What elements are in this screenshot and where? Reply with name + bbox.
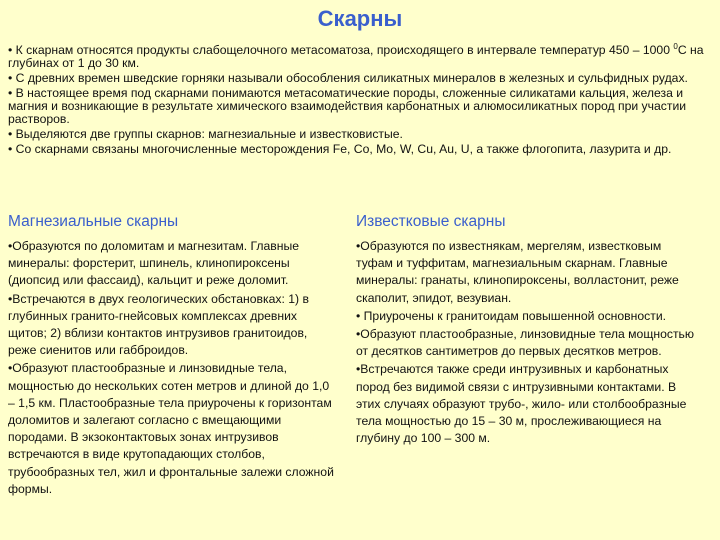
calcareous-skarns-column bbox=[356, 238, 696, 448]
page-title: Скарны bbox=[317, 6, 403, 31]
column-paragraph: •Образуются по известнякам, мергелям, известковым туфам и туффитам, магнезиальным скарнам. Главные минералы: гранаты, клинопироксены, волластонит, реже скаполит, эпидот, везувиан. bbox=[356, 239, 679, 305]
intro-block bbox=[8, 41, 712, 158]
column-paragraph: •Образуются по доломитам и магнезитам. Главные минералы: форстерит, шпинель, клинопироксены (диопсид или фассаид), кальцит и реже доломит. bbox=[8, 239, 300, 288]
left-column-heading: Магнезиальные скарны bbox=[8, 213, 179, 230]
intro-paragraph: • В настоящее время под скарнами понимаются метасоматические породы, сложенные силикатами кальция, железа и магния и возникающие в результате химического взаимодействия карбонатных и алюмосиликатных пород при участии растворов. bbox=[8, 86, 687, 126]
intro-text-tail: С на глубинах от 1 до 30 км. bbox=[8, 43, 704, 70]
column-paragraph: • Приурочены к гранитоидам повышенной основности. bbox=[356, 308, 667, 323]
intro-text: • К скарнам относятся продукты слабощелочного метасоматоза, происходящего в интервале температур 450 – 1000 bbox=[8, 43, 674, 57]
column-paragraph: •Встречаются в двух геологических обстановках: 1) в глубинных гранито-гнейсовых комплексах древних щитов; 2) вблизи контактов интрузивов гранитоидов, реже сиенитов или габброидов. bbox=[8, 291, 309, 358]
right-column-heading: Известковые скарны bbox=[356, 213, 506, 230]
column-paragraph: •Встречаются также среди интрузивных и карбонатных пород без видимой связи с интрузивными контактами. В этих случаях образуют трубо-, жило- или столбообразные тела мощностью до 15 – 30 м, прослеживающиеся на глубину до 100 – 300 м. bbox=[356, 362, 687, 446]
intro-paragraph: • Выделяются две группы скарнов: магнезиальные и известковистые. bbox=[8, 127, 403, 141]
intro-paragraph: • С древних времен шведские горняки называли обособления силикатных минералов в железных и сульфидных рудах. bbox=[8, 71, 688, 85]
column-paragraph: •Образуют пластообразные, линзовидные тела мощностью от десятков сантиметров до первых десятков метров. bbox=[356, 327, 695, 359]
magnesian-skarns-column bbox=[8, 238, 336, 499]
intro-paragraph: • Со скарнами связаны многочисленные месторождения Fe, Co, Mo, W, Cu, Au, U, а также флогопита, лазурита и др. bbox=[8, 142, 672, 156]
column-paragraph: •Образуют пластообразные и линзовидные тела, мощностью до нескольких сотен метров и длиной до 1,0 – 1,5 км. Пластообразные тела приурочены к горизонтам доломитов и залегают согласно с вмещающими породами. В экзоконтактовых зонах интрузивов встречаются в виде крутопадающих столбов, трубообразных тел, жил и фронтальные залежи сложной формы. bbox=[8, 361, 334, 496]
degree-superscript: 0 bbox=[673, 41, 678, 51]
intro-paragraph bbox=[8, 41, 712, 70]
